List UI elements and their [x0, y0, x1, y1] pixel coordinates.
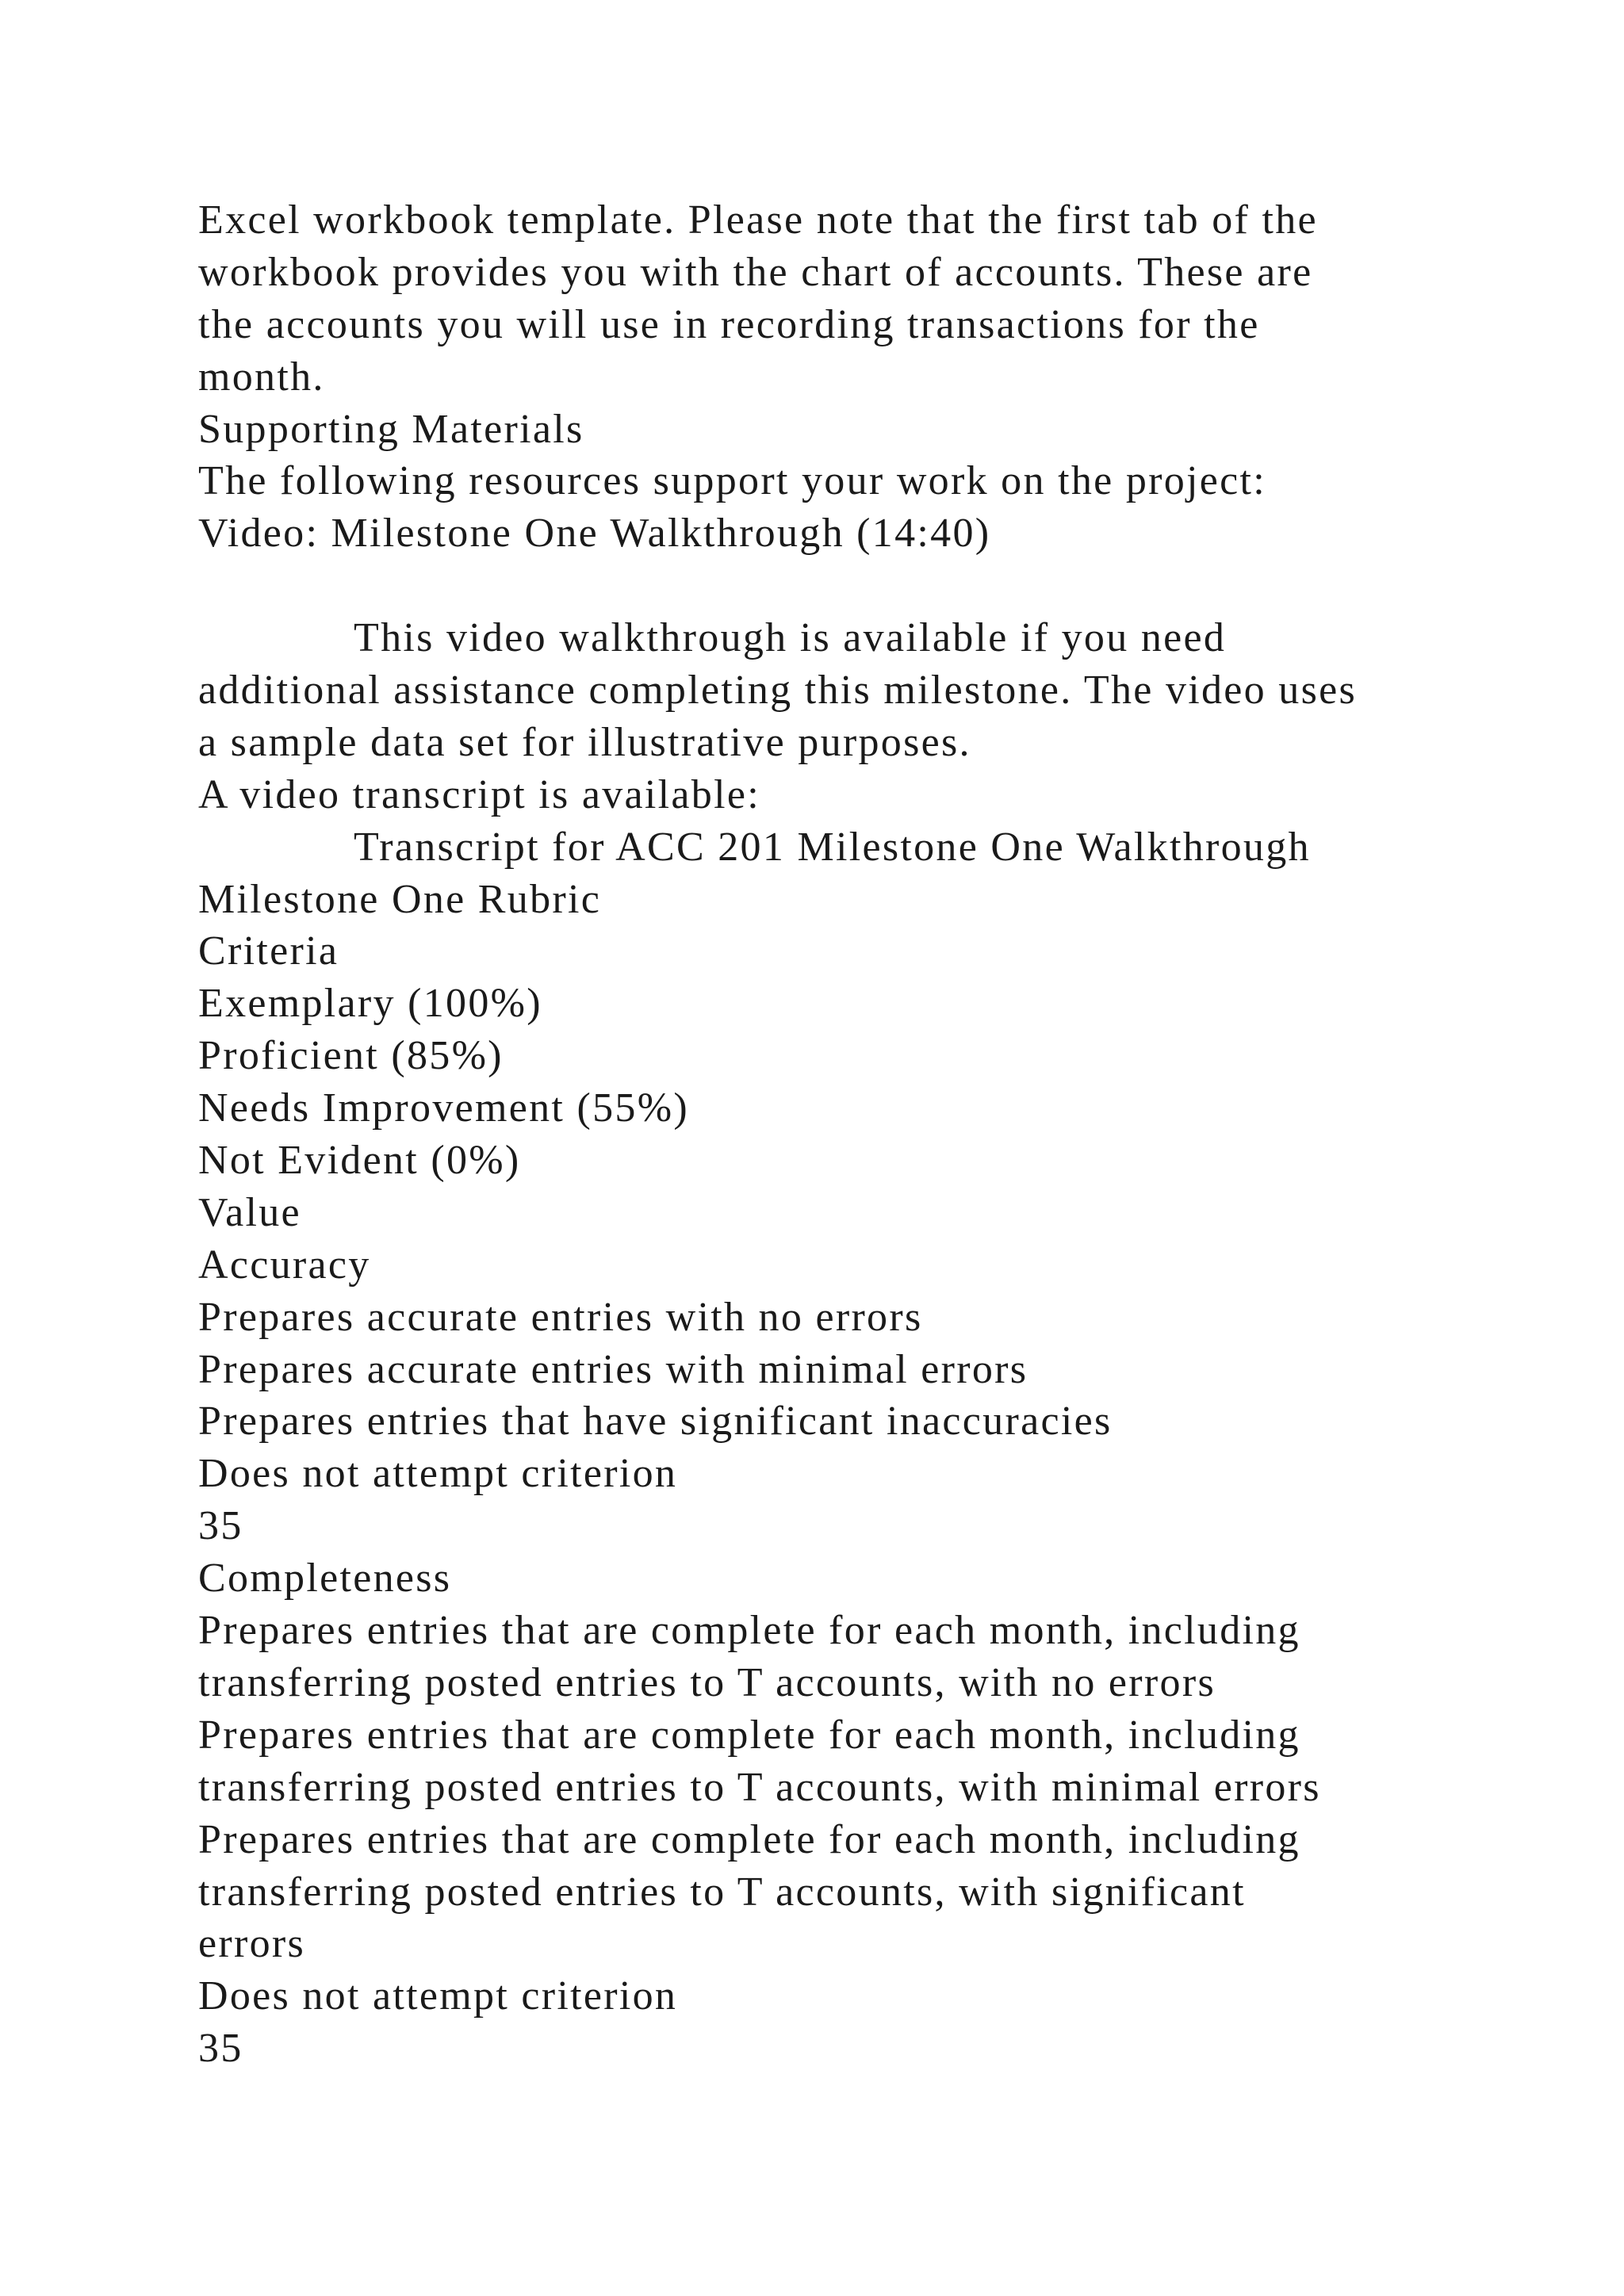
- rubric-cell: Prepares accurate entries with no errors: [198, 1294, 923, 1340]
- blank-line: [198, 560, 1467, 612]
- text-line: Excel workbook template. Please note that the first tab of the: [198, 197, 1318, 243]
- section-heading-supporting-materials: Supporting Materials: [198, 406, 584, 452]
- rubric-criterion-completeness: Completeness: [198, 1556, 452, 1601]
- text-line: A video transcript is available:: [198, 771, 760, 817]
- video-link-text: Video: Milestone One Walkthrough (14:40): [198, 511, 991, 557]
- text-line: the accounts you will use in recording transactions for the: [198, 301, 1260, 347]
- rubric-header-needs-improvement: Needs Improvement (55%): [198, 1085, 689, 1131]
- rubric-cell: Prepares entries that have significant inaccuracies: [198, 1399, 1113, 1445]
- rubric-header-criteria: Criteria: [198, 928, 339, 974]
- rubric-cell: transferring posted entries to T accounts, with minimal errors: [198, 1764, 1321, 1810]
- rubric-value: 35: [198, 2026, 243, 2072]
- rubric-cell: Prepares entries that are complete for each month, including: [198, 1712, 1300, 1758]
- rubric-cell: transferring posted entries to T accounts, with no errors: [198, 1659, 1216, 1705]
- rubric-cell: Prepares entries that are complete for each month, including: [198, 1816, 1300, 1862]
- rubric-criterion-accuracy: Accuracy: [198, 1242, 371, 1288]
- rubric-value: 35: [198, 1503, 243, 1549]
- rubric-header-exemplary: Exemplary (100%): [198, 981, 542, 1027]
- text-line: a sample data set for illustrative purposes.: [198, 719, 971, 765]
- transcript-link-text: Transcript for ACC 201 Milestone One Walkthrough: [354, 824, 1311, 870]
- rubric-header-proficient: Proficient (85%): [198, 1033, 504, 1079]
- text-line-indented: This video walkthrough is available if you need: [354, 615, 1227, 661]
- text-line: month.: [198, 354, 325, 400]
- rubric-cell: Prepares entries that are complete for each month, including: [198, 1608, 1300, 1654]
- rubric-cell: transferring posted entries to T accounts, with significant: [198, 1869, 1246, 1915]
- rubric-header-value: Value: [198, 1189, 301, 1235]
- text-line: additional assistance completing this milestone. The video uses: [198, 668, 1358, 714]
- text-line: The following resources support your work on the project:: [198, 458, 1267, 504]
- document-text: [198, 194, 1467, 2075]
- text-line: workbook provides you with the chart of accounts. These are: [198, 249, 1313, 295]
- rubric-header-not-evident: Not Evident (0%): [198, 1138, 521, 1184]
- rubric-cell: Does not attempt criterion: [198, 1451, 678, 1497]
- rubric-cell: Does not attempt criterion: [198, 1973, 678, 2019]
- rubric-cell: Prepares accurate entries with minimal errors: [198, 1346, 1028, 1392]
- rubric-heading: Milestone One Rubric: [198, 876, 602, 922]
- rubric-cell: errors: [198, 1921, 306, 1967]
